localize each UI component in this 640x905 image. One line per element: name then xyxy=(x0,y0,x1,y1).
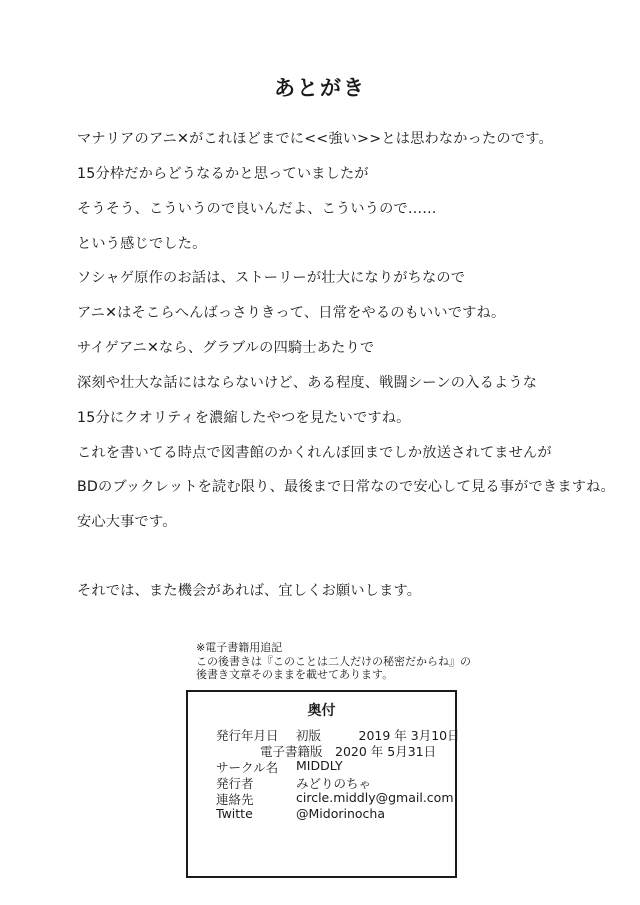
colophon-value: 電子書籍版 2020 年 5月31日 xyxy=(260,744,437,759)
colophon-label: 発行者 xyxy=(216,776,254,791)
ebook-note-text: 後書き文章そのままを載せてあります。 xyxy=(196,668,394,681)
afterword-line: という感じでした。 xyxy=(77,236,207,252)
afterword-line: そうそう、こういうので良いんだよ、こういうので…… xyxy=(77,201,437,217)
afterword-line: 深刻や壮大な話にはならないけど、ある程度、戦闘シーンの入るような xyxy=(77,375,538,391)
colophon-value: @Midorinocha xyxy=(296,806,385,821)
colophon-value: circle.middly@gmail.com xyxy=(296,790,454,805)
afterword-line: 安心大事です。 xyxy=(77,514,177,530)
afterword-line: マナリアのアニ✕がこれほどまでに<<強い>>とは思わなかったのです。 xyxy=(77,131,553,147)
afterword-line: ソシャゲ原作のお話は、ストーリーが壮大になりがちなので xyxy=(77,270,466,286)
colophon-label: Twitte xyxy=(216,806,253,821)
colophon-value: MIDDLY xyxy=(296,758,343,773)
afterword-line: サイゲアニ✕なら、グラブルの四騎士あたりで xyxy=(77,340,375,356)
colophon-value: 初版 2019 年 3月10日 xyxy=(296,728,460,743)
colophon-value: みどりのちゃ xyxy=(296,776,372,791)
ebook-note-heading: ※電子書籍用追記 xyxy=(196,641,283,654)
afterword-line: これを書いてる時点で図書館のかくれんぼ回までしか放送されてませんが xyxy=(77,445,552,461)
ebook-note xyxy=(196,641,471,682)
afterword-line: BDのブックレットを読む限り、最後まで日常なので安心して見る事ができますね。 xyxy=(77,479,615,495)
colophon-label: サークル名 xyxy=(216,760,279,775)
colophon-label: 発行年月日 xyxy=(216,728,279,743)
afterword-line: 15分枠だからどうなるかと思っていましたが xyxy=(77,166,369,182)
ebook-note-text: この後書きは『このことは二人だけの秘密だからね』の xyxy=(196,654,471,668)
page-title: あとがき xyxy=(274,76,366,100)
afterword-line: 15分にクオリティを濃縮したやつを見たいですね。 xyxy=(77,410,411,426)
colophon-label: 連絡先 xyxy=(216,792,254,807)
afterword-line: アニ✕はそこらへんばっさりきって、日常をやるのもいいですね。 xyxy=(77,305,506,321)
colophon-box xyxy=(186,690,460,878)
afterword-closing-line: それでは、また機会があれば、宜しくお願いします。 xyxy=(77,583,422,599)
colophon-title: 奥付 xyxy=(307,703,336,719)
